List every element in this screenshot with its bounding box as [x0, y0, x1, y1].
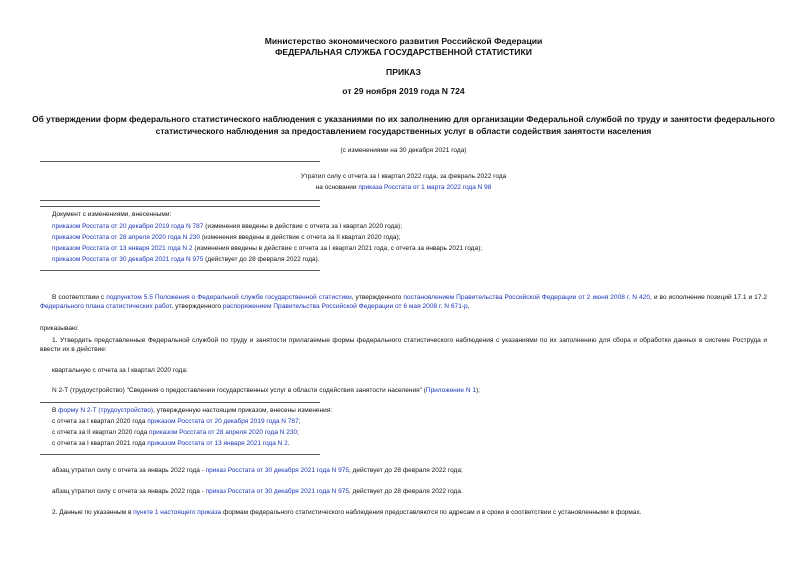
divider [40, 161, 320, 162]
page-title: Об утверждении форм федерального статистического наблюдения с указаниями по их заполнению для организации Федеральной службой по труду и занятости федерального статистического наблюдения за предоставлением государственных услуг в области содействия занятости населения [32, 114, 775, 136]
item-2-text: 2. Данные по указанным в [52, 509, 134, 516]
amendment-text: (изменения введены в действие с отчета за I квартал 2021 года, с отчета за январь 2021 года); [192, 245, 483, 252]
preamble-text: , и во исполнение позиций 17.1 и 17.2 [650, 294, 767, 301]
divider [40, 402, 320, 403]
government-resolution-link[interactable]: постановлением Правительства Российской Федерации от 2 июня 2008 г. N 420 [403, 294, 651, 301]
order-word: приказываю: [40, 325, 79, 332]
appendix-link[interactable]: Приложение N 1 [425, 387, 476, 394]
divider [40, 454, 320, 455]
form-change-link[interactable]: приказом Росстата от 28 апреля 2020 года N 230 [149, 429, 298, 436]
abzac-text: абзац утратил силу с отчета за январь 2022 года - [52, 488, 206, 495]
amendment-link[interactable]: приказом Росстата от 13 января 2021 года N 2 [52, 245, 193, 252]
doc-type: ПРИКАЗ [386, 67, 421, 77]
expired-line-1: Утратил силу с отчета за I квартал 2022 года, за февраль 2022 года [300, 173, 507, 180]
doc-date-number: от 29 ноября 2019 года N 724 [342, 86, 465, 96]
ministry-name: Министерство экономического развития Российской Федерации [264, 36, 543, 46]
preamble-text: , утвержденного [351, 294, 404, 301]
abzac-text: абзац утратил силу с отчета за январь 2022 года - [52, 467, 206, 474]
item-1: 1. Утвердить представленные Федеральной службой по труду и занятости прилагаемые формы федерального статистического наблюдения с указаниями по их заполнению для сбора и обработки данных в системе Роструда и ввести их в действие: [40, 337, 767, 354]
form-changes-text: В [52, 407, 59, 414]
amendment-text: (изменения введены в действие с отчета за I квартал 2020 года); [203, 223, 403, 230]
form-text: N 2-Т (трудоустройство) "Сведения о предоставлении государственных услуг в области содействия занятости населения" ( [52, 387, 426, 394]
service-name: ФЕДЕРАЛЬНАЯ СЛУЖБА ГОСУДАРСТВЕННОЙ СТАТИСТИКИ [275, 47, 532, 57]
preamble-text: , утвержденного [171, 303, 223, 311]
form-link[interactable]: форму N 2-Т (трудоустройство) [58, 407, 154, 414]
quarterly-label: квартальную с отчета за I квартал 2020 года: [52, 367, 188, 374]
form-changes-text: , утвержденную настоящим приказом, внесены изменения: [153, 407, 333, 414]
abzac-tail: , действует до 28 февраля 2022 года. [349, 488, 463, 495]
government-order-link[interactable]: распоряжением Правительства Российской Федерации от 6 мая 2008 г. N 671-р [222, 303, 468, 311]
form-change-line [52, 417, 300, 426]
abzac-expired-1 [52, 466, 463, 475]
expired-order-link[interactable]: приказа Росстата от 1 марта 2022 года N 98 [358, 184, 492, 191]
preamble-text: , [467, 303, 470, 311]
amendment-text: (действует до 28 февраля 2022 года). [203, 256, 320, 263]
abzac-tail: , действует до 28 февраля 2022 года; [349, 467, 463, 474]
expired-line-2 [0, 183, 807, 192]
form-change-line [52, 439, 290, 448]
divider [40, 206, 320, 207]
form-change-line [52, 428, 299, 437]
form-change-tail: . [287, 440, 290, 447]
preamble-text: В соответствии с [52, 294, 107, 301]
form-change-text: с отчета за I квартал 2020 года [52, 418, 148, 425]
amendment-link[interactable]: приказом Росстата от 28 апреля 2020 года N 230 [52, 234, 201, 241]
expired-prefix: на основании [315, 184, 359, 191]
regulation-link[interactable]: подпунктом 5.5 Положения о Федеральной службе государственной статистики [106, 294, 352, 301]
form-change-tail: ; [298, 418, 301, 425]
form-change-link[interactable]: приказом Росстата от 20 декабря 2019 года N 787 [147, 418, 299, 425]
item-2 [52, 508, 642, 517]
amendments-heading: Документ с изменениями, внесенными: [52, 211, 172, 218]
preamble-paragraph [40, 293, 767, 312]
item-1-reference-link[interactable]: пункте 1 настоящего приказа [133, 509, 222, 516]
form-description [52, 386, 480, 395]
amendment-link[interactable]: приказом Росстата от 30 декабря 2021 года N 975 [52, 256, 204, 263]
amendment-link[interactable]: приказом Росстата от 20 декабря 2019 года N 787 [52, 223, 204, 230]
form-change-text: с отчета за I квартал 2021 года [52, 440, 148, 447]
amendment-item [52, 222, 402, 231]
amendment-text: (изменения введены в действие с отчета за II квартал 2020 года); [200, 234, 401, 241]
divider [40, 200, 320, 201]
form-changes-intro [52, 406, 332, 415]
abzac-link[interactable]: приказ Росстата от 30 декабря 2021 года N 975 [205, 467, 350, 474]
amendment-item [52, 233, 400, 242]
federal-plan-link[interactable]: Федерального плана статистических работ [40, 303, 172, 311]
form-change-tail: ; [297, 429, 299, 436]
abzac-link[interactable]: приказ Росстата от 30 декабря 2021 года N 975 [205, 488, 350, 495]
changes-note: (с изменениями на 30 декабря 2021 года) [340, 147, 467, 154]
abzac-expired-2 [52, 487, 463, 496]
form-change-link[interactable]: приказом Росстата от 13 января 2021 года N 2 [147, 440, 288, 447]
item-2-tail: формам федерального статистического наблюдения предоставляются по адресам и в сроки в соответствии с установленными в формах. [221, 509, 642, 516]
amendment-item [52, 255, 320, 264]
divider [40, 270, 320, 271]
form-change-text: с отчета за II квартал 2020 года [52, 429, 150, 436]
amendment-item [52, 244, 482, 253]
form-tail: ); [475, 387, 480, 394]
